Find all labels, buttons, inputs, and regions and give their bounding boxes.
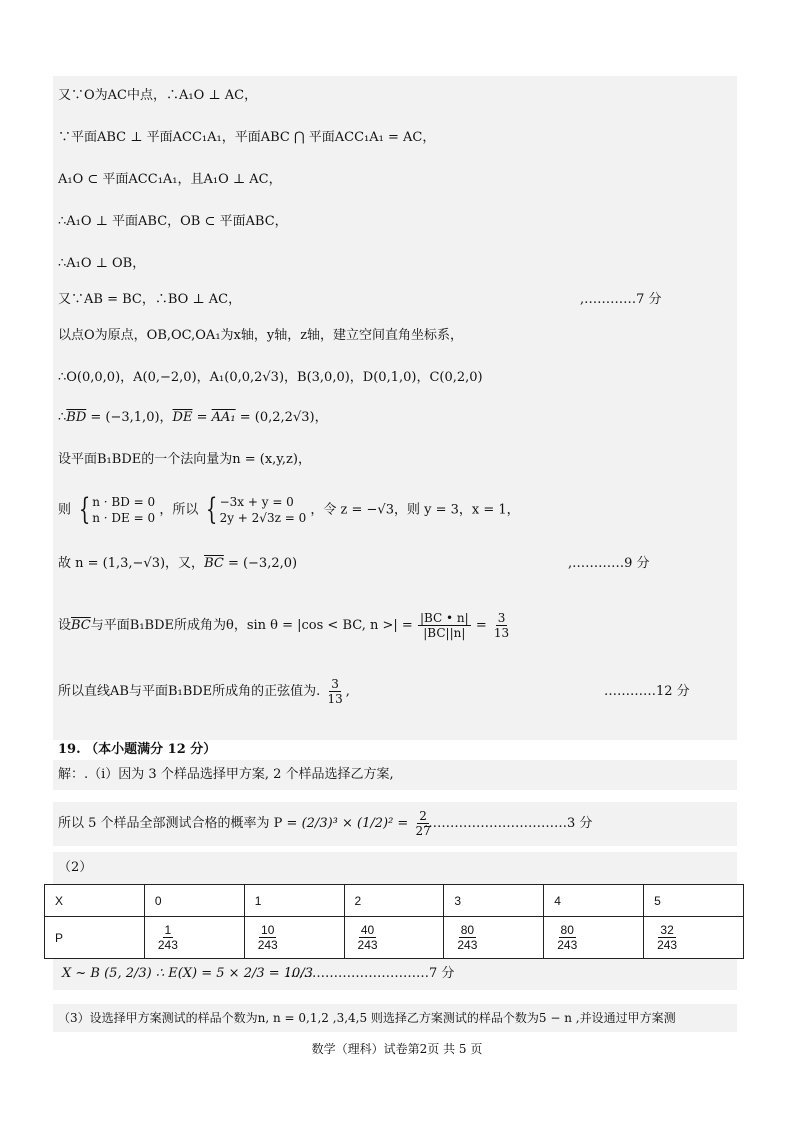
vector-system [75,494,155,526]
vector-bc: $\overline{BC}$ [71,618,91,633]
x-value-cell: 3 [444,885,544,917]
sine-denominator: 13 [493,626,510,640]
scalar-eq-1: −3x + y = 0 [219,495,294,509]
p-numerator: 1 [164,923,172,937]
conclusion-line [58,674,350,710]
left-brace-icon: { [78,492,91,527]
proof-line-1: 又∵O为AC中点，∴A₁O ⊥ AC， [58,88,258,103]
probability-cell [644,917,744,959]
probability-cell [544,917,644,959]
systems-solution: ，令 z = −√3，则 y = 3，x = 1， [310,502,520,518]
vector-eq-2: n · DE = 0 [92,511,156,525]
equation-systems-line [58,494,520,527]
p-numerator: 80 [460,923,475,937]
proof-line-4: ∴A₁O ⊥ 平面ABC，OB ⊂ 平面ABC， [58,214,288,229]
part2-panel [53,852,737,884]
proof-line-2: ∵平面ABC ⊥ 平面ACC₁A₁，平面ABC ⋂ 平面ACC₁A₁ = AC， [58,130,436,145]
normal-vector-value: 故 n = (1,3,−√3)，又， [58,556,205,571]
probability-numerator: 2 [419,809,427,823]
conclusion-comma: , [345,684,350,699]
equals-text: = [192,410,212,425]
p-denominator: 243 [457,938,478,952]
normal-vector-line: 设平面B₁BDE的一个法向量为n = (x,y,z)， [58,452,311,467]
angle-line [58,604,512,648]
vector-de: $\overline{DE}$ [172,410,193,425]
vector-bc-value: = (−3,2,0) [223,556,298,571]
angle-prefix: 设 [58,618,72,633]
vector-eq-1: n · BD = 0 [92,495,156,509]
probability-text: 所以 5 个样品全部测试合格的概率为 P = [58,816,298,831]
p-denominator: 243 [657,938,678,952]
p-denominator: 243 [357,938,378,952]
vector-bd-value: = (−3,1,0)， [86,410,173,425]
vectors-line [58,408,328,428]
cos-fraction [418,611,471,640]
conclusion-text: 所以直线AB与平面B₁BDE所成角的正弦值为. [58,684,321,699]
scalar-eq-2: 2y + 2√3z = 0 [219,511,307,525]
cos-numerator: |BC • n| [419,611,469,625]
cos-denominator: |BC||n| [423,626,466,640]
scalar-system [202,494,306,526]
solution-part1: 解：.（i）因为 3 个样品选择甲方案, 2 个样品选择乙方案, [58,767,394,782]
score-7: ,…………7 分 [580,292,662,307]
systems-connector: ，所以 [159,502,199,518]
score-9: ,…………9 分 [568,556,650,571]
table-row [45,885,744,917]
vector-bc: $\overline{BC}$ [204,556,224,571]
p-numerator: 32 [660,923,674,937]
score-7b: ……………………………7 分 [286,966,455,981]
table-header-p: P [45,917,145,959]
cos-equals: = [475,618,487,633]
part3-text: （3）设选择甲方案测试的样品个数为n, n = 0,1,2 ,3,4,5 则选择乙方案测试的样品个数为5 − n ,并设通过甲方案测 [58,1011,676,1025]
p-denominator: 243 [157,938,178,952]
probability-cell [244,917,344,959]
normal-vector-result [58,554,297,574]
p-denominator: 243 [557,938,578,952]
binomial-expectation: X ~ B (5, 2/3) ∴ E(X) = 5 × 2/3 = 10/3 [62,966,313,981]
x-value-cell: 5 [644,885,744,917]
proof-line-5: ∴A₁O ⊥ OB， [58,256,146,271]
probability-cell [444,917,544,959]
p-numerator: 10 [261,923,275,937]
vector-bd: $\overline{BD}$ [66,410,87,425]
page-footer: 数学（理科）试卷第2页 共 5 页 [311,1042,483,1056]
therefore-symbol: ∴ [58,410,67,425]
p-numerator: 80 [560,923,574,937]
x-value-cell: 0 [144,885,244,917]
score-3: ……………………………3 分 [424,816,593,831]
part2-label: （2） [58,860,93,875]
x-value-cell: 4 [544,885,644,917]
proof-line-3: A₁O ⊂ 平面ACC₁A₁，且A₁O ⊥ AC， [58,172,282,187]
question-19-heading: 19. （本小题满分 12 分） [58,742,217,757]
distribution-table [44,884,744,959]
table-header-x: X [45,885,145,917]
angle-text: 与平面B₁BDE所成角为θ，sin θ = |cos < BC, n >| = [90,618,413,633]
probability-line [58,808,434,840]
coordinates-line: ∴O(0,0,0)，A(0,−2,0)，A₁(0,0,2√3)，B(3,0,0)，D(0,1,0)，C(0,2,0) [58,370,483,385]
sine-numerator: 3 [497,611,506,625]
p-numerator: 40 [360,923,375,937]
probability-expression: (2/3)³ × (1/2)² = [301,816,409,831]
x-value-cell: 2 [344,885,444,917]
systems-prefix: 则 [58,502,72,518]
table-row [45,917,744,959]
conclusion-fraction [325,677,344,706]
left-brace-icon: { [206,492,218,527]
sine-value-fraction [492,611,511,640]
vector-aa1: AA₁ [211,410,236,425]
probability-cell [144,917,244,959]
vector-aa1-value: = (0,2,2√3)， [235,410,328,425]
proof-line-6: 又∵AB = BC，∴BO ⊥ AC， [58,292,242,307]
probability-denominator: 27 [415,824,431,838]
x-value-cell: 1 [244,885,344,917]
proof-line-7: 以点O为原点，OB,OC,OA₁为x轴，y轴，z轴，建立空间直角坐标系， [58,328,464,343]
conclusion-denominator: 13 [327,692,343,706]
proof-panel-top [53,76,737,398]
score-12: …………12 分 [604,684,690,699]
conclusion-numerator: 3 [331,677,339,691]
p-denominator: 243 [257,938,278,952]
probability-cell [344,917,444,959]
